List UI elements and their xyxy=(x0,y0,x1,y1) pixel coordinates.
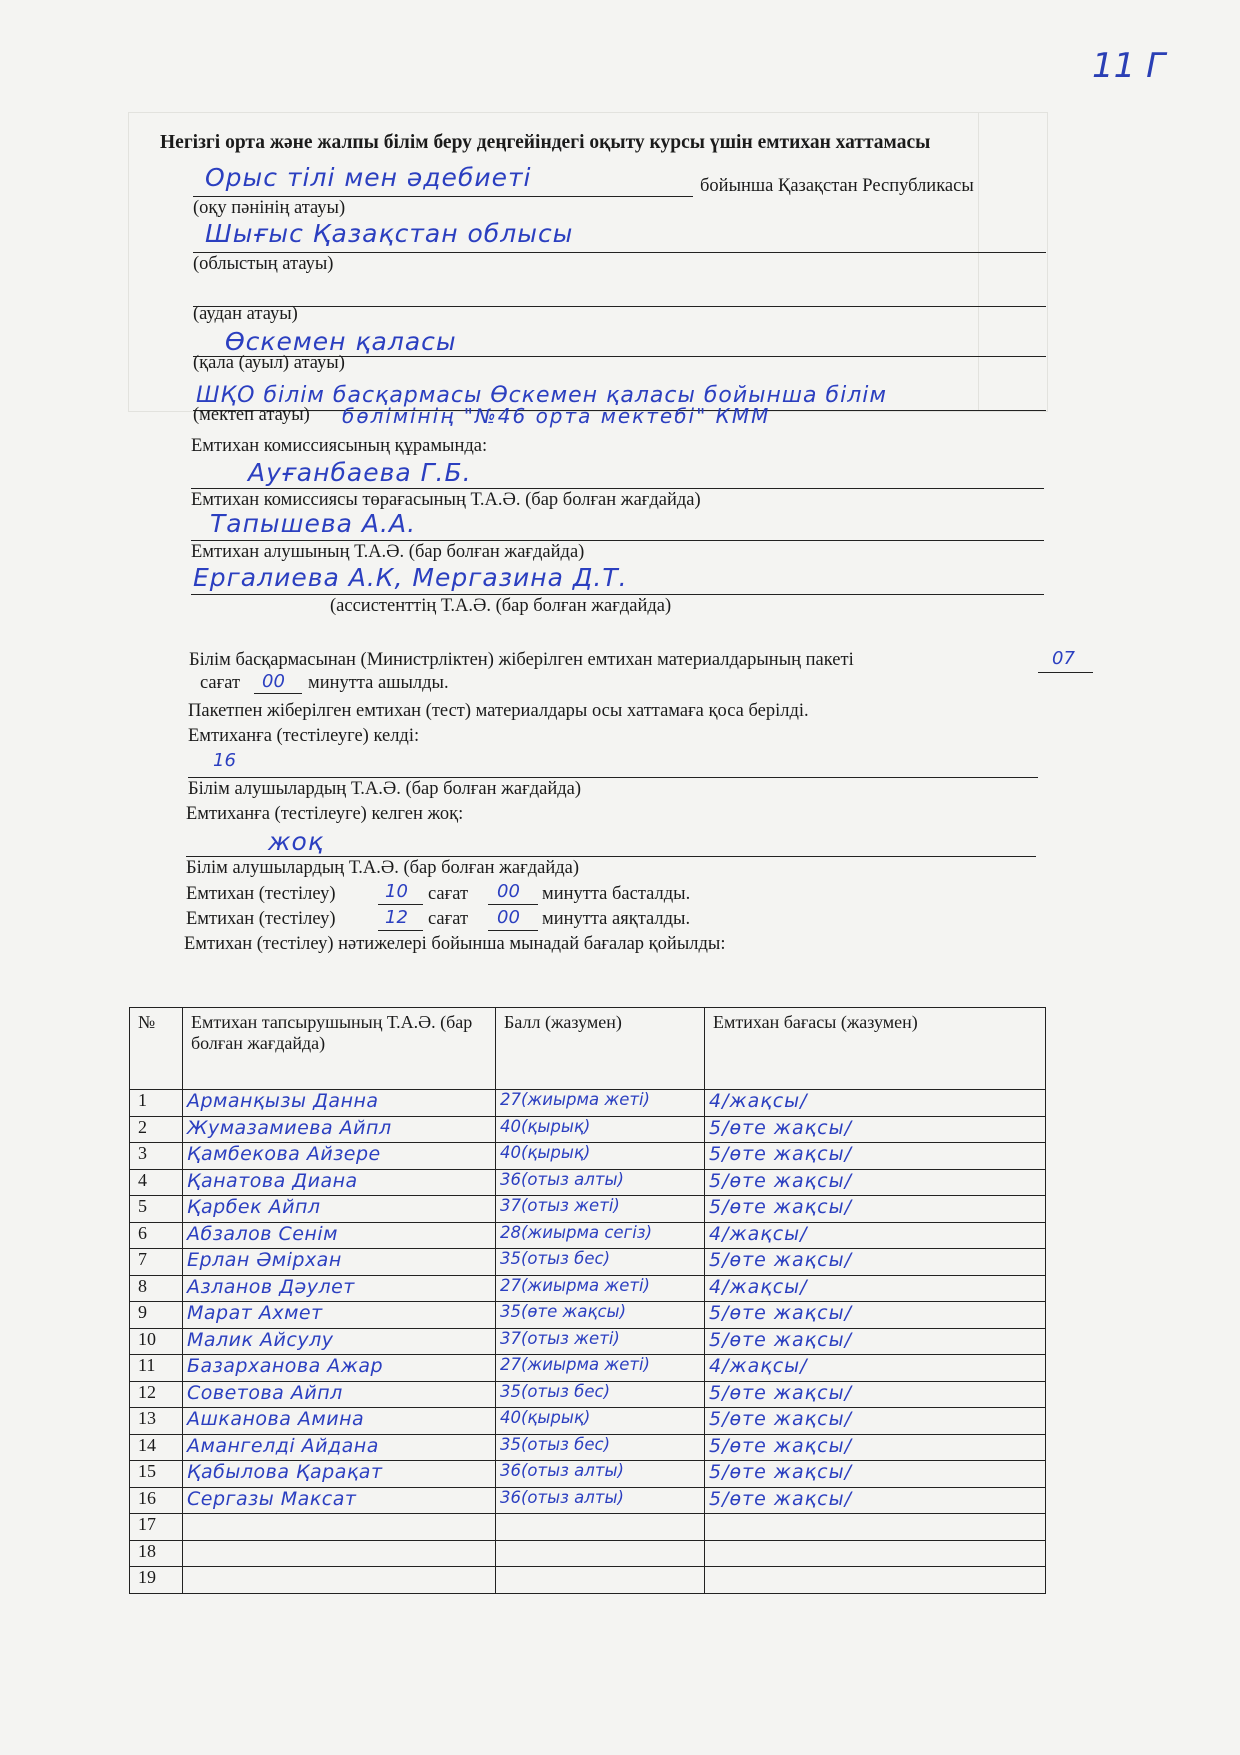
absent-value: жоқ xyxy=(268,827,324,856)
end-mid: сағат xyxy=(428,909,469,929)
package-minute-value: 00 xyxy=(262,671,285,692)
start-mid: сағат xyxy=(428,884,469,904)
city-label: (қала (ауыл) атауы) xyxy=(193,353,345,373)
student-grade: 5/өте жақсы/ xyxy=(705,1196,1046,1223)
row-number: 17 xyxy=(130,1514,183,1541)
header-score: Балл (жазумен) xyxy=(496,1008,705,1090)
row-number: 7 xyxy=(130,1249,183,1276)
assistant-label: (ассистенттің Т.А.Ә. (бар болған жағдайда) xyxy=(330,596,672,616)
table-row xyxy=(130,1116,1046,1143)
student-name: Ашканова Амина xyxy=(183,1408,496,1435)
student-name: Қамбекова Айзере xyxy=(183,1143,496,1170)
student-score: 35(отыз бес) xyxy=(496,1249,705,1276)
region-value: Шығыс Қазақстан облысы xyxy=(205,219,574,248)
district-label: (аудан атауы) xyxy=(193,304,298,324)
school-value-line1: ШҚО білім басқармасы Өскемен қаласы бойынша білім xyxy=(196,383,887,408)
page-number: 11 Г xyxy=(1092,46,1166,86)
city-value: Өскемен қаласы xyxy=(225,327,457,356)
examiner-line xyxy=(191,540,1044,541)
student-grade: 4/жақсы/ xyxy=(705,1275,1046,1302)
package-hour-value: 07 xyxy=(1052,648,1075,669)
row-number: 3 xyxy=(130,1143,183,1170)
student-name: Советова Айпл xyxy=(183,1381,496,1408)
end-prefix: Емтихан (тестілеу) xyxy=(186,909,336,929)
subject-value: Орыс тілі мен әдебиеті xyxy=(205,163,532,192)
student-score: 37(отыз жеті) xyxy=(496,1196,705,1223)
student-grade xyxy=(705,1514,1046,1541)
student-grade: 4/жақсы/ xyxy=(705,1090,1046,1117)
student-name xyxy=(183,1540,496,1567)
student-score: 36(отыз алты) xyxy=(496,1461,705,1488)
came-names-label: Білім алушылардың Т.А.Ә. (бар болған жағдайда) xyxy=(188,779,582,799)
page-title: Негізгі орта және жалпы білім беру деңгейіндегі оқыту курсы үшін емтихан хаттамасы xyxy=(160,132,931,153)
row-number: 15 xyxy=(130,1461,183,1488)
student-grade: 5/өте жақсы/ xyxy=(705,1116,1046,1143)
table-row xyxy=(130,1487,1046,1514)
table-row xyxy=(130,1434,1046,1461)
table-row xyxy=(130,1540,1046,1567)
district-line xyxy=(193,306,1046,307)
start-hour-line xyxy=(378,904,423,905)
row-number: 10 xyxy=(130,1328,183,1355)
subject-label: (оқу пәнінің атауы) xyxy=(193,198,346,218)
student-name: Амангелді Айдана xyxy=(183,1434,496,1461)
row-number: 19 xyxy=(130,1567,183,1594)
student-score xyxy=(496,1567,705,1594)
table-row xyxy=(130,1461,1046,1488)
student-name: Қанатова Диана xyxy=(183,1169,496,1196)
assistant-value: Ергалиева А.К, Мергазина Д.Т. xyxy=(193,563,628,592)
student-name: Қабылова Қарақат xyxy=(183,1461,496,1488)
table-row xyxy=(130,1169,1046,1196)
examiner-label: Емтихан алушының Т.А.Ә. (бар болған жағдайда) xyxy=(191,542,585,562)
table-row xyxy=(130,1328,1046,1355)
row-number: 2 xyxy=(130,1116,183,1143)
student-score: 35(отыз бес) xyxy=(496,1381,705,1408)
student-name: Азланов Дәулет xyxy=(183,1275,496,1302)
commission-label: Емтихан комиссиясының құрамында: xyxy=(191,436,488,456)
student-score: 27(жиырма жеті) xyxy=(496,1275,705,1302)
package-minute-line xyxy=(254,693,302,694)
came-line xyxy=(188,777,1038,778)
student-score xyxy=(496,1514,705,1541)
results-body xyxy=(130,1090,1046,1594)
row-number: 5 xyxy=(130,1196,183,1223)
school-value-line2: бөлімінің "№46 орта мектебі" КММ xyxy=(342,404,771,428)
results-table xyxy=(129,1007,1046,1594)
table-row xyxy=(130,1302,1046,1329)
results-header-row xyxy=(130,1008,1046,1090)
table-row xyxy=(130,1514,1046,1541)
came-value: 16 xyxy=(213,750,236,771)
row-number: 4 xyxy=(130,1169,183,1196)
chair-label: Емтихан комиссиясы төрағасының Т.А.Ә. (бар болған жағдайда) xyxy=(191,490,701,510)
student-grade: 4/жақсы/ xyxy=(705,1355,1046,1382)
student-grade: 5/өте жақсы/ xyxy=(705,1249,1046,1276)
student-name: Қарбек Айпл xyxy=(183,1196,496,1223)
row-number: 6 xyxy=(130,1222,183,1249)
end-hour: 12 xyxy=(385,907,408,928)
row-number: 9 xyxy=(130,1302,183,1329)
row-number: 8 xyxy=(130,1275,183,1302)
header-grade: Емтихан бағасы (жазумен) xyxy=(705,1008,1046,1090)
end-hour-line xyxy=(378,930,423,931)
table-row xyxy=(130,1143,1046,1170)
student-grade: 5/өте жақсы/ xyxy=(705,1328,1046,1355)
student-score: 27(жиырма жеті) xyxy=(496,1090,705,1117)
student-grade: 5/өте жақсы/ xyxy=(705,1461,1046,1488)
row-number: 16 xyxy=(130,1487,183,1514)
student-grade: 5/өте жақсы/ xyxy=(705,1434,1046,1461)
absent-names-label: Білім алушылардың Т.А.Ә. (бар болған жағдайда) xyxy=(186,858,580,878)
attached-text: Пакетпен жіберілген емтихан (тест) материалдары осы хаттамаға қоса берілді. xyxy=(188,701,809,721)
student-score: 36(отыз алты) xyxy=(496,1487,705,1514)
student-name: Абзалов Сенім xyxy=(183,1222,496,1249)
region-line xyxy=(193,252,1046,253)
table-row xyxy=(130,1355,1046,1382)
start-minute: 00 xyxy=(497,881,520,902)
student-grade: 5/өте жақсы/ xyxy=(705,1381,1046,1408)
student-name: Марат Ахмет xyxy=(183,1302,496,1329)
table-row xyxy=(130,1090,1046,1117)
student-name xyxy=(183,1567,496,1594)
row-number: 11 xyxy=(130,1355,183,1382)
student-name: Арманқызы Данна xyxy=(183,1090,496,1117)
school-label: (мектеп атауы) xyxy=(193,405,310,425)
student-score: 27(жиырма жеті) xyxy=(496,1355,705,1382)
student-score: 28(жиырма сегіз) xyxy=(496,1222,705,1249)
chair-value: Ауғанбаева Г.Б. xyxy=(248,458,472,487)
student-score: 36(отыз алты) xyxy=(496,1169,705,1196)
student-score: 35(өте жақсы) xyxy=(496,1302,705,1329)
table-row xyxy=(130,1222,1046,1249)
came-label: Емтиханға (тестілеуге) келді: xyxy=(188,726,420,746)
start-suffix: минутта басталды. xyxy=(542,884,691,904)
examiner-value: Тапышева А.А. xyxy=(210,509,417,538)
student-score: 40(қырық) xyxy=(496,1408,705,1435)
bleed-through-column xyxy=(978,112,1048,412)
package-hour-line xyxy=(1038,672,1093,673)
student-name: Жумазамиева Айпл xyxy=(183,1116,496,1143)
student-score: 40(қырық) xyxy=(496,1116,705,1143)
student-score: 35(отыз бес) xyxy=(496,1434,705,1461)
header-number: № xyxy=(130,1008,183,1090)
start-hour: 10 xyxy=(385,881,408,902)
row-number: 14 xyxy=(130,1434,183,1461)
table-row xyxy=(130,1381,1046,1408)
student-grade: 5/өте жақсы/ xyxy=(705,1302,1046,1329)
absent-label: Емтиханға (тестілеуге) келген жоқ: xyxy=(186,804,464,824)
student-grade: 5/өте жақсы/ xyxy=(705,1143,1046,1170)
table-row xyxy=(130,1408,1046,1435)
student-grade: 5/өте жақсы/ xyxy=(705,1169,1046,1196)
package-text: Білім басқармасынан (Министрліктен) жіберілген емтихан материалдарының пакеті xyxy=(189,650,854,670)
student-name xyxy=(183,1514,496,1541)
package-hour-prefix: сағат xyxy=(200,673,241,693)
student-grade xyxy=(705,1540,1046,1567)
student-name: Малик Айсулу xyxy=(183,1328,496,1355)
student-grade: 5/өте жақсы/ xyxy=(705,1408,1046,1435)
student-name: Ерлан Әмірхан xyxy=(183,1249,496,1276)
table-row xyxy=(130,1249,1046,1276)
table-row xyxy=(130,1275,1046,1302)
header-name: Емтихан тапсырушының Т.А.Ә. (бар болған жағдайда) xyxy=(183,1008,496,1090)
end-minute-line xyxy=(488,930,538,931)
student-grade: 5/өте жақсы/ xyxy=(705,1487,1046,1514)
chair-line xyxy=(191,488,1044,489)
start-prefix: Емтихан (тестілеу) xyxy=(186,884,336,904)
end-suffix: минутта аяқталды. xyxy=(542,909,691,929)
region-label: (облыстың атауы) xyxy=(193,254,334,274)
absent-line xyxy=(186,856,1036,857)
start-minute-line xyxy=(488,904,538,905)
student-grade: 4/жақсы/ xyxy=(705,1222,1046,1249)
results-intro: Емтихан (тестілеу) нәтижелері бойынша мынадай бағалар қойылды: xyxy=(184,934,726,954)
end-minute: 00 xyxy=(497,907,520,928)
table-row xyxy=(130,1567,1046,1594)
row-number: 18 xyxy=(130,1540,183,1567)
row-number: 12 xyxy=(130,1381,183,1408)
student-score: 40(қырық) xyxy=(496,1143,705,1170)
row-number: 13 xyxy=(130,1408,183,1435)
student-score: 37(отыз жеті) xyxy=(496,1328,705,1355)
assistant-line xyxy=(191,594,1044,595)
student-name: Базарханова Ажар xyxy=(183,1355,496,1382)
table-row xyxy=(130,1196,1046,1223)
student-name: Сергазы Максат xyxy=(183,1487,496,1514)
student-grade xyxy=(705,1567,1046,1594)
row-number: 1 xyxy=(130,1090,183,1117)
subject-suffix: бойынша Қазақстан Республикасы xyxy=(700,176,974,196)
student-score xyxy=(496,1540,705,1567)
subject-line xyxy=(193,196,693,197)
package-minute-suffix: минутта ашылды. xyxy=(308,673,449,693)
